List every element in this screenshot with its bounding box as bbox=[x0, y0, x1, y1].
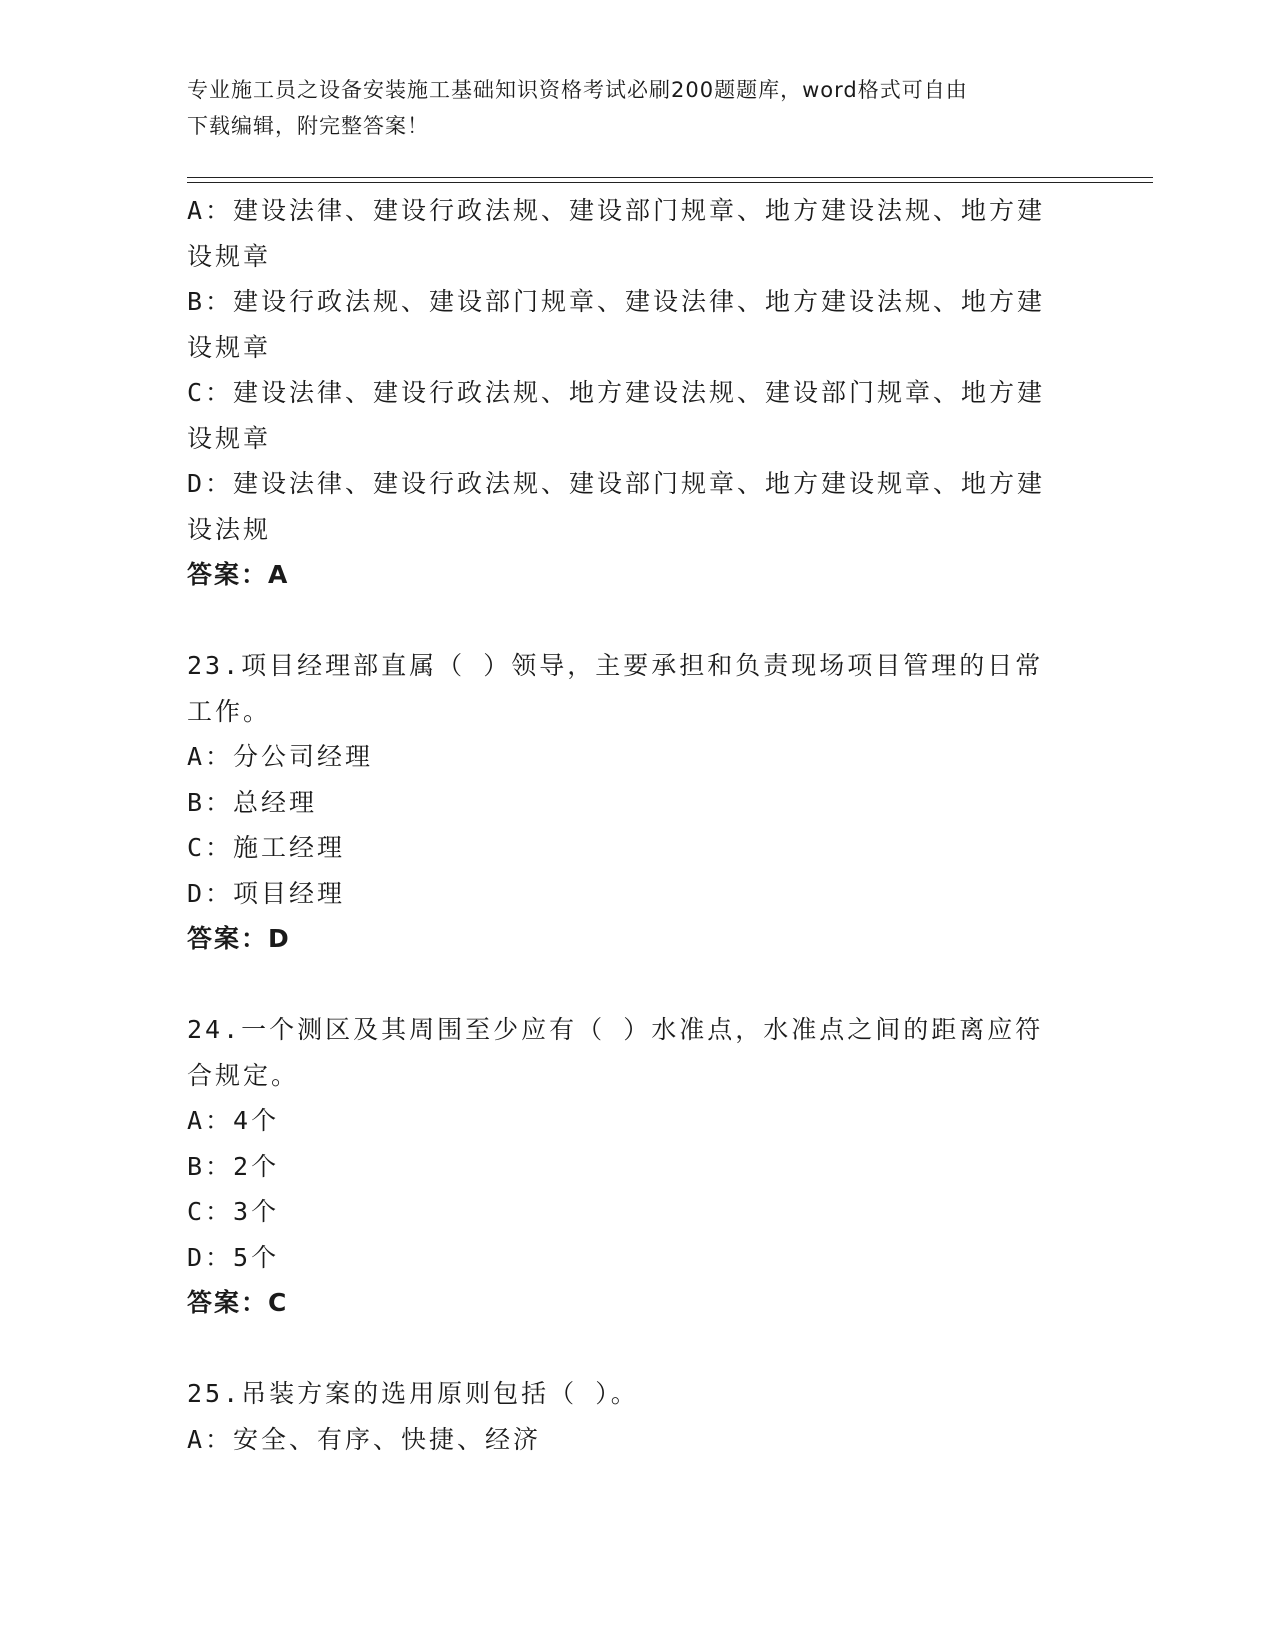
header-line-2: 下载编辑，附完整答案！ bbox=[187, 114, 429, 138]
q23-option-a: A：分公司经理 bbox=[187, 742, 374, 771]
q22-option-b-line2: 设规章 bbox=[187, 332, 272, 362]
q23-option-b: B：总经理 bbox=[187, 787, 318, 817]
q24-answer: 答案：C bbox=[187, 1288, 289, 1317]
q22-option-b-line1: B：建设行政法规、建设部门规章、建设法律、地方建设法规、地方建 bbox=[187, 287, 1046, 316]
spacer bbox=[187, 962, 1087, 1008]
spacer bbox=[187, 598, 1087, 644]
q25-option-a: A：安全、有序、快捷、经济 bbox=[187, 1424, 542, 1454]
q22-option-a-line1: A：建设法律、建设行政法规、建设部门规章、地方建设法规、地方建 bbox=[187, 196, 1046, 225]
q24-question-line2: 合规定。 bbox=[187, 1060, 300, 1090]
q22-answer: 答案：A bbox=[187, 560, 290, 589]
spacer bbox=[187, 1326, 1087, 1372]
q23-option-d: D：项目经理 bbox=[187, 878, 346, 908]
document-header bbox=[187, 72, 1067, 144]
question-23 bbox=[187, 643, 1087, 962]
q22-option-a-line2: 设规章 bbox=[187, 241, 272, 271]
q24-option-c: C：3个 bbox=[187, 1197, 280, 1226]
question-24 bbox=[187, 1007, 1087, 1326]
header-line-1: 专业施工员之设备安装施工基础知识资格考试必刷200题题库，word格式可自由 bbox=[187, 78, 968, 102]
question-content bbox=[187, 188, 1087, 1462]
q25-question-line1: 25.吊装方案的选用原则包括（ ）。 bbox=[187, 1379, 639, 1408]
header-divider-top bbox=[187, 177, 1153, 178]
question-22 bbox=[187, 188, 1087, 598]
question-25 bbox=[187, 1371, 1087, 1462]
header-divider-bottom bbox=[187, 182, 1153, 183]
q22-option-d-line2: 设法规 bbox=[187, 514, 272, 544]
q24-option-b: B：2个 bbox=[187, 1151, 280, 1181]
q23-question-line2: 工作。 bbox=[187, 696, 272, 726]
q22-option-c-line1: C：建设法律、建设行政法规、地方建设法规、建设部门规章、地方建 bbox=[187, 378, 1046, 407]
q23-option-c: C：施工经理 bbox=[187, 833, 346, 862]
q24-question-line1: 24.一个测区及其周围至少应有（ ）水准点，水准点之间的距离应符 bbox=[187, 1015, 1044, 1044]
q22-option-d-line1: D：建设法律、建设行政法规、建设部门规章、地方建设规章、地方建 bbox=[187, 469, 1046, 498]
q23-answer: 答案：D bbox=[187, 924, 291, 953]
q22-option-c-line2: 设规章 bbox=[187, 423, 272, 453]
q24-option-a: A：4个 bbox=[187, 1106, 280, 1135]
q23-question-line1: 23.项目经理部直属（ ）领导，主要承担和负责现场项目管理的日常 bbox=[187, 651, 1044, 680]
q24-option-d: D：5个 bbox=[187, 1242, 280, 1272]
